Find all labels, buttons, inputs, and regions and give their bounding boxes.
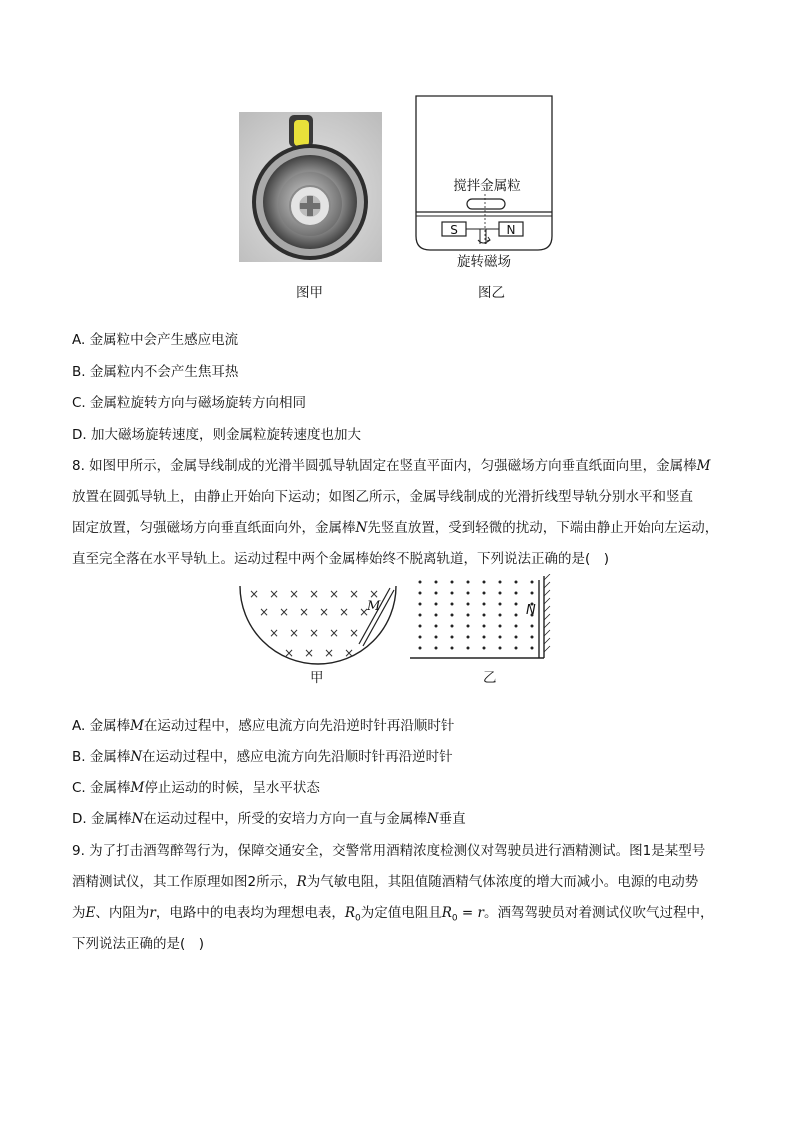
svg-text:×: ×	[298, 605, 310, 619]
svg-text:×: ×	[288, 626, 300, 640]
rod-n-label: N	[526, 603, 536, 618]
q9-stem-line4: 下列说法正确的是( )	[72, 936, 205, 952]
q8-option-a: A. 金属棒M在运动过程中，感应电流方向先沿逆时针再沿顺时针	[72, 718, 455, 734]
rotating-field-label: 旋转磁场	[457, 254, 511, 270]
svg-text:×: ×	[268, 587, 280, 601]
stir-bar-label: 搅拌金属粒	[453, 178, 521, 194]
svg-text:×: ×	[288, 587, 300, 601]
svg-text:×: ×	[258, 605, 270, 619]
svg-text:×: ×	[318, 605, 330, 619]
svg-text:×: ×	[323, 646, 335, 660]
q7-option-c: C. 金属粒旋转方向与磁场旋转方向相同	[72, 395, 307, 411]
stir-bar	[467, 199, 505, 209]
q7-option-a: A. 金属粒中会产生感应电流	[72, 332, 239, 348]
svg-text:×: ×	[328, 587, 340, 601]
q8-option-b: B. 金属棒N在运动过程中，感应电流方向先沿顺时针再沿逆时针	[72, 749, 453, 765]
rod-m-label: M	[367, 599, 381, 614]
svg-text:×: ×	[358, 605, 370, 619]
svg-text:×: ×	[248, 587, 260, 601]
svg-text:×: ×	[278, 605, 290, 619]
q8-stem-line4: 直至完全落在水平导轨上。运动过程中两个金属棒始终不脱离轨道，下列说法正确的是( )	[72, 551, 610, 567]
svg-text:×: ×	[303, 646, 315, 660]
l-rail-figure	[406, 574, 556, 664]
magnetic-stirrer-diagram	[412, 94, 557, 274]
q9-stem-line3: 为E、内阻为r，电路中的电表均为理想电表，$R_0$为定值电阻且$R_0 = r$。酒驾驾驶员对着测试仪吹气过程中，	[72, 905, 714, 924]
q8-stem-line3: 固定放置，匀强磁场方向垂直纸面向外，金属棒N先竖直放置，受到轻微的扰动，下端由静止开始向左运动，	[72, 520, 719, 536]
stirrer-photo	[239, 112, 382, 262]
fig-yi-caption: 图乙	[478, 285, 505, 301]
q9-stem-line2: 酒精测试仪，其工作原理如图2所示，R为气敏电阻，其阻值随酒精气体浓度的增大而减小。电源的电动势	[72, 874, 699, 890]
q8-stem-line2: 放置在圆弧导轨上，由静止开始向下运动；如图乙所示，金属导线制成的光滑折线型导轨分别水平和竖直	[72, 489, 693, 505]
svg-text:N: N	[506, 223, 516, 237]
svg-text:×: ×	[348, 587, 360, 601]
svg-text:×: ×	[268, 626, 280, 640]
svg-text:S: S	[450, 223, 458, 237]
fig2-jia-caption: 甲	[310, 670, 324, 686]
svg-text:×: ×	[283, 646, 295, 660]
q9-stem-line1: 9. 为了打击酒驾醉驾行为，保障交通安全，交警常用酒精浓度检测仪对驾驶员进行酒精测试。图1是某型号	[72, 843, 706, 859]
svg-text:×: ×	[343, 646, 355, 660]
svg-text:×: ×	[308, 626, 320, 640]
q7-option-b: B. 金属粒内不会产生焦耳热	[72, 364, 239, 380]
svg-text:×: ×	[348, 626, 360, 640]
q8-option-d: D. 金属棒N在运动过程中，所受的安培力方向一直与金属棒N垂直	[72, 811, 466, 827]
svg-text:×: ×	[338, 605, 350, 619]
svg-text:×: ×	[308, 587, 320, 601]
svg-text:×: ×	[368, 587, 380, 601]
fig-jia-caption: 图甲	[296, 285, 323, 301]
q8-stem-line1: 8. 如图甲所示，金属导线制成的光滑半圆弧导轨固定在竖直平面内，匀强磁场方向垂直纸面向里，金属棒M	[72, 458, 711, 474]
q8-option-c: C. 金属棒M停止运动的时候，呈水平状态	[72, 780, 320, 796]
fig2-yi-caption: 乙	[483, 670, 497, 686]
semicircle-rail-figure	[234, 580, 404, 666]
svg-text:×: ×	[328, 626, 340, 640]
q7-option-d: D. 加大磁场旋转速度，则金属粒旋转速度也加大	[72, 427, 361, 443]
